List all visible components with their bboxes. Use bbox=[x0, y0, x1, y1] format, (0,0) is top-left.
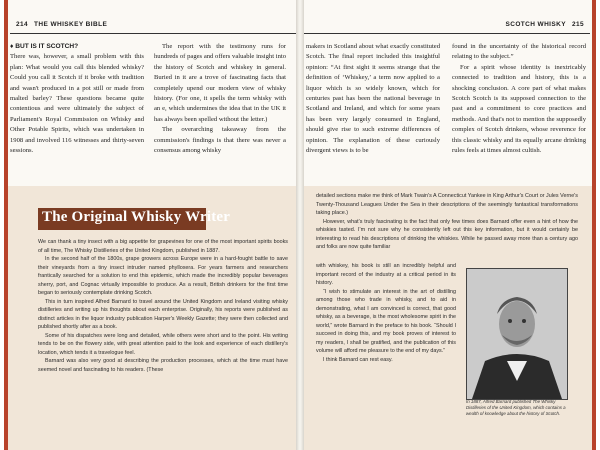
barnard-portrait bbox=[466, 268, 568, 400]
sidebar-left-p2: In the second half of the 1800s, grape growers across Europe were in a hard-fought battle to save their vineyards from a tiny insect intruder named phylloxera. For years farmers and researchers frantically searched for a solution to end this epidemic, which made the incredibly popular beverages sherry, port, and Cognac virtually impossible to produce. As a result, British drinkers for the first time began to seriously contemplate drinking Scotch. bbox=[38, 256, 288, 296]
section-heading: ♦ BUT IS IT SCOTCH? bbox=[10, 43, 79, 50]
sidebar-left-p4: Some of his dispatches were long and detailed, while others were short and to the point. His writing tends to be on the flowery side, with great attention paid to the look and experience of each distillery's location, which tends it a travelogue feel. bbox=[38, 332, 288, 356]
left-page-number: 214 bbox=[16, 21, 29, 28]
right-col-2-p2: For a spirit whose identity is inextricably connected to tradition and history, this is a shocking conclusion. A core part of what makes Scotch Scotch is its supposed connection to the past and a commitment to core practices and methods. And that's not to mention the supposedly complex of Scotch drinkers, whose reverence for this classic whisky and its equally arcane drinking rules feels at times almost cultish. bbox=[452, 63, 586, 155]
left-col-2-p2: The overarching takeaway from the commission's findings is that there was never a consensus among whisky bbox=[154, 126, 286, 155]
right-col-1 bbox=[306, 42, 440, 156]
sidebar-left-p3: This in turn inspired Alfred Barnard to travel around the United Kingdom and Ireland visiting whisky distilleries and writing up his thoughts about each enterprise. Originally, his reports were published as distinct articles in the liquor industry publication Harper's Weekly Gazette; they were then collected and published shortly after as a book. bbox=[38, 298, 288, 330]
sidebar-title: The Original Whisky Writer bbox=[42, 209, 231, 225]
right-running-title: SCOTCH WHISKY bbox=[505, 21, 566, 28]
right-col-2-p1: found in the uncertainty of the historical record relating to the subject.” bbox=[452, 43, 586, 61]
left-header-rule bbox=[10, 33, 296, 34]
left-running-title: THE WHISKEY BIBLE bbox=[34, 21, 108, 28]
sidebar-right-p2: However, what's truly fascinating is the fact that only few times does Barnard offer even a hint of how the whiskies tasted. I'm not sure why he consistently left out this key information, but it would certainly be interesting to read his descriptions of drinking the whiskies. While he passed away more than a century ago and folks are now quite familiar bbox=[316, 218, 578, 250]
sidebar-right-top-text bbox=[316, 192, 578, 252]
portrait-caption: In 1887, Alfred Barnard published The Whisky Distilleries of the United Kingdom, which contains a wealth of knowledge about the history of Scotch. bbox=[466, 399, 566, 416]
left-col-1-text: There was, however, a small problem with this plan: What would you call this blended whisky? Could you call it Scotch if it broke with tradition and wasn't produced in a pot still or made from malted barley? These questions became quite contentious and were ultimately the subject of Parliament's Royal Commission on Whisky and Other Potable Spirits, which was undertaken in 1908 and involved 116 witnesses and thirty-seven sessions. bbox=[10, 53, 144, 155]
portrait-illustration bbox=[467, 269, 567, 399]
left-col-2 bbox=[154, 42, 286, 156]
left-col-1 bbox=[10, 42, 144, 156]
sidebar-right-p5: I think Barnard can rest easy. bbox=[323, 356, 393, 363]
left-accent-bar bbox=[4, 0, 8, 450]
right-col-1-text: makers in Scotland about what exactly constituted Scotch. The final report included this insightful opinion: “At first sight it seems strange that the definition of ‘Whiskey,’ a term now applied to a liquor which is so widely known, which for centuries past has been the national beverage in Scotland and Ireland, and which for some years has been very largely consumed in England, should give rise to such extreme differences of opinion. The explanation of these curiously divergent views is to be bbox=[306, 43, 440, 155]
right-running-head bbox=[506, 21, 591, 31]
left-col-2-p1: The report with the testimony runs for hundreds of pages and offers valuable insight into the history of Scotch and whiskey in general. Buried in it are a trove of fascinating facts that completely upend our modern view of whisky history. (For one, it spells the term whisky with an e, which undermines the idea that in the UK it has always been spelled without the letter.) bbox=[154, 43, 286, 123]
right-col-2 bbox=[452, 42, 586, 156]
sidebar-left-p5: Barnard was also very good at describing the production processes, which at the time must have seemed novel and fascinating to his readers. (These bbox=[38, 358, 288, 373]
right-header-rule bbox=[304, 33, 590, 34]
right-page-number: 215 bbox=[571, 21, 584, 28]
right-accent-bar bbox=[592, 0, 596, 450]
left-running-head bbox=[10, 21, 107, 31]
book-gutter bbox=[296, 0, 304, 450]
sidebar-left-text bbox=[38, 238, 288, 374]
sidebar-right-p3: with whiskey, his book is still an incredibly helpful and important record of the industry at a critical period in its history. bbox=[316, 263, 456, 286]
sidebar-right-p1: detailed sections make me think of Mark Twain's A Connecticut Yankee in King Arthur's Court or Jules Verne's Twenty-Thousand Leagues Under the Sea in their descriptions of the seemingly fantastical transformations taking place.) bbox=[316, 193, 578, 216]
sidebar-right-p4: “I wish to stimulate an interest in the art of distilling among those who trade in whisky, and to aid in demonstrating, what I am convinced is correct, that good whisky, as a beverage, is the most wholesome spirit in the world,” wrote Barnard in the preface to his book. “Should I succeed in doing this, and my book proves of interest to my readers, I shall be gratified, and the publication of this volume will afford me pleasure to the end of my days.” bbox=[316, 288, 456, 354]
sidebar-right-narrow-text bbox=[316, 262, 456, 364]
sidebar-left-p1: We can thank a tiny insect with a big appetite for grapevines for one of the most important spirits books of all time, The Whisky Distilleries of the United Kingdom, published in 1887. bbox=[38, 239, 288, 254]
